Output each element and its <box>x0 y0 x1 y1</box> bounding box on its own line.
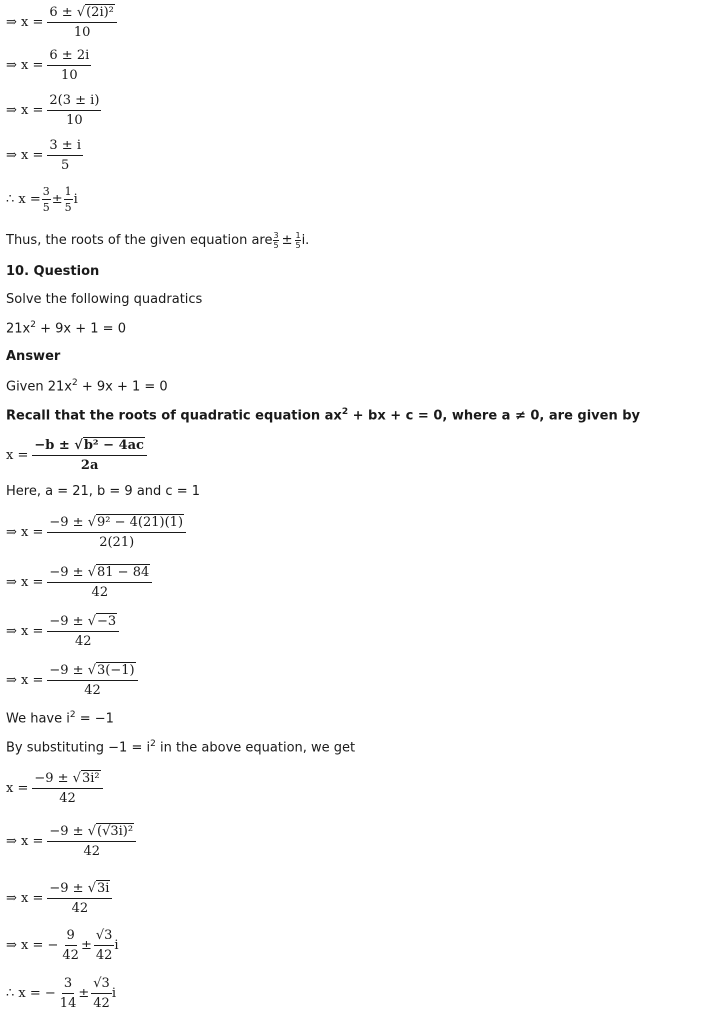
step-7 <box>6 880 112 916</box>
numerator: 1 <box>64 185 72 198</box>
eq-text: 21x <box>6 321 31 337</box>
answer-title: Answer <box>6 349 61 364</box>
we-have-text: We have i <box>6 711 70 727</box>
recall-text: Recall that the roots of quadratic equation ax <box>6 408 342 424</box>
fraction <box>295 231 300 250</box>
numerator-text: −9 ± √ <box>49 881 96 896</box>
operator: ± <box>51 192 63 207</box>
numerator: 2(3 ± i) <box>47 93 101 111</box>
step-prev-2 <box>6 48 91 83</box>
denominator: 42 <box>75 634 92 649</box>
step-prev-4 <box>6 138 83 173</box>
radicand: 81 − 84 <box>97 565 150 580</box>
fraction <box>64 185 73 214</box>
numerator-text: −b ± √ <box>34 438 83 453</box>
step-prefix: ⇒ x = <box>6 890 44 906</box>
given-line <box>6 378 168 394</box>
fraction <box>62 928 79 963</box>
exponent: 2 <box>71 378 78 388</box>
denominator: 5 <box>295 241 301 250</box>
fraction <box>47 823 136 859</box>
fraction <box>94 928 115 963</box>
exponent: 2 <box>30 320 36 330</box>
denominator: 5 <box>61 158 70 173</box>
question-intro: Solve the following quadratics <box>6 292 203 307</box>
fraction <box>47 93 101 128</box>
step-prefix: ⇒ x = <box>6 103 44 118</box>
numerator-text: −9 ± √ <box>49 614 96 629</box>
step-prefix: ⇒ x = <box>6 524 44 540</box>
denominator: 10 <box>73 25 91 40</box>
numerator: 3 ± i <box>47 138 83 156</box>
numerator-text: −9 ± √ <box>49 824 96 839</box>
numerator: 9 <box>65 928 77 946</box>
radicand: 3i <box>97 881 110 896</box>
denominator: 42 <box>83 844 100 859</box>
fraction <box>47 613 119 649</box>
recall-line <box>6 407 640 423</box>
operator: ± <box>80 938 92 953</box>
denominator: 10 <box>66 113 83 128</box>
we-have-text: = −1 <box>75 711 114 727</box>
operator: ± <box>281 233 293 248</box>
step-prefix: ⇒ x = <box>6 672 44 688</box>
denominator: 5 <box>64 201 72 214</box>
step-prefix: ⇒ x = − <box>6 938 59 953</box>
step-prefix: ⇒ x = <box>6 14 44 30</box>
numerator-text: −9 ± √ <box>49 565 96 580</box>
fraction <box>273 231 278 250</box>
numerator: √3 <box>91 976 112 994</box>
exponent: 2 <box>150 739 156 749</box>
fraction <box>91 976 112 1011</box>
exponent: 2 <box>69 710 76 720</box>
imaginary-unit: i <box>111 986 116 1001</box>
split-step-2 <box>6 976 116 1011</box>
here-line: Here, a = 21, b = 9 and c = 1 <box>6 484 201 499</box>
fraction <box>47 662 137 698</box>
denominator: 42 <box>62 948 79 963</box>
denominator: 42 <box>91 585 109 600</box>
numerator-text: −9 ± √ <box>34 771 81 786</box>
exponent: 2 <box>341 407 349 417</box>
radicand: 3i² <box>81 771 100 786</box>
denominator: 42 <box>93 996 110 1011</box>
step-prefix: ⇒ x = <box>6 623 44 639</box>
radicand: (√3i)² <box>97 824 134 839</box>
fraction <box>47 48 91 83</box>
numerator: 6 ± 2i <box>47 48 91 66</box>
numerator: 3 <box>62 976 74 994</box>
step-prev-3 <box>6 93 101 128</box>
question-equation <box>6 320 126 336</box>
step-prefix: x = <box>6 780 29 796</box>
step-4 <box>6 662 138 698</box>
step-prefix: ⇒ x = <box>6 833 44 849</box>
numerator: 3 <box>42 185 50 198</box>
numerator: 1 <box>295 231 301 240</box>
step-2 <box>6 564 152 600</box>
radicand: b² − 4ac <box>83 438 144 453</box>
step-prefix: ⇒ x = <box>6 574 44 590</box>
given-text: Given 21x <box>6 379 72 395</box>
thus-line <box>6 231 309 250</box>
step-prev-1 <box>6 4 117 40</box>
recall-text: + bx + c = 0, where a ≠ 0, are given by <box>348 408 641 424</box>
substituting-line <box>6 739 355 755</box>
denominator: 42 <box>84 683 101 698</box>
radicand: 3(−1) <box>97 663 135 678</box>
denominator: 14 <box>59 996 77 1011</box>
step-prefix: ⇒ x = <box>6 58 44 73</box>
denominator: 5 <box>42 201 50 214</box>
denominator: 42 <box>71 901 89 916</box>
step-prefix: ∴ x = <box>6 192 41 207</box>
imaginary-unit: i <box>73 192 78 207</box>
thus-text: Thus, the roots of the given equation are <box>6 233 273 248</box>
step-5 <box>6 770 103 806</box>
denominator: 2(21) <box>99 535 135 550</box>
step-prefix: ⇒ x = <box>6 148 44 163</box>
quadratic-formula <box>6 437 147 473</box>
step-6 <box>6 823 136 859</box>
fraction <box>47 138 83 173</box>
substituting-text: By substituting −1 = i <box>6 740 151 756</box>
eq-text: + 9x + 1 = 0 <box>35 321 126 337</box>
step-prefix: ∴ x = − <box>6 986 56 1001</box>
we-have-line <box>6 710 114 726</box>
imaginary-unit: i <box>114 938 119 953</box>
fraction <box>32 437 147 473</box>
step-1 <box>6 514 186 550</box>
fraction <box>42 185 51 214</box>
split-step-1 <box>6 928 119 963</box>
imaginary-unit: i. <box>301 233 310 248</box>
radicand: −3 <box>97 614 117 629</box>
numerator-text: −9 ± √ <box>49 663 96 678</box>
radicand: 9² − 4(21)(1) <box>97 515 184 530</box>
denominator: 10 <box>61 68 78 83</box>
numerator: 3 <box>273 231 279 240</box>
step-prefix: x = <box>6 447 29 463</box>
step-3 <box>6 613 119 649</box>
operator: ± <box>78 986 90 1001</box>
final-prev <box>6 185 78 214</box>
fraction <box>47 514 186 550</box>
substituting-text: in the above equation, we get <box>155 740 356 756</box>
denominator: 42 <box>95 948 113 963</box>
fraction <box>60 976 77 1011</box>
numerator-text: −9 ± √ <box>49 515 96 530</box>
denominator: 42 <box>59 791 76 806</box>
numerator: √3 <box>94 928 115 946</box>
question-title: 10. Question <box>6 264 100 279</box>
fraction <box>47 4 117 40</box>
numerator-text: 6 ± √ <box>49 5 86 20</box>
radicand: (2i)² <box>86 5 114 20</box>
given-text: + 9x + 1 = 0 <box>77 379 168 395</box>
denominator: 2a <box>80 458 99 473</box>
denominator: 5 <box>273 241 279 250</box>
fraction <box>47 880 112 916</box>
fraction <box>32 770 102 806</box>
fraction <box>47 564 152 600</box>
